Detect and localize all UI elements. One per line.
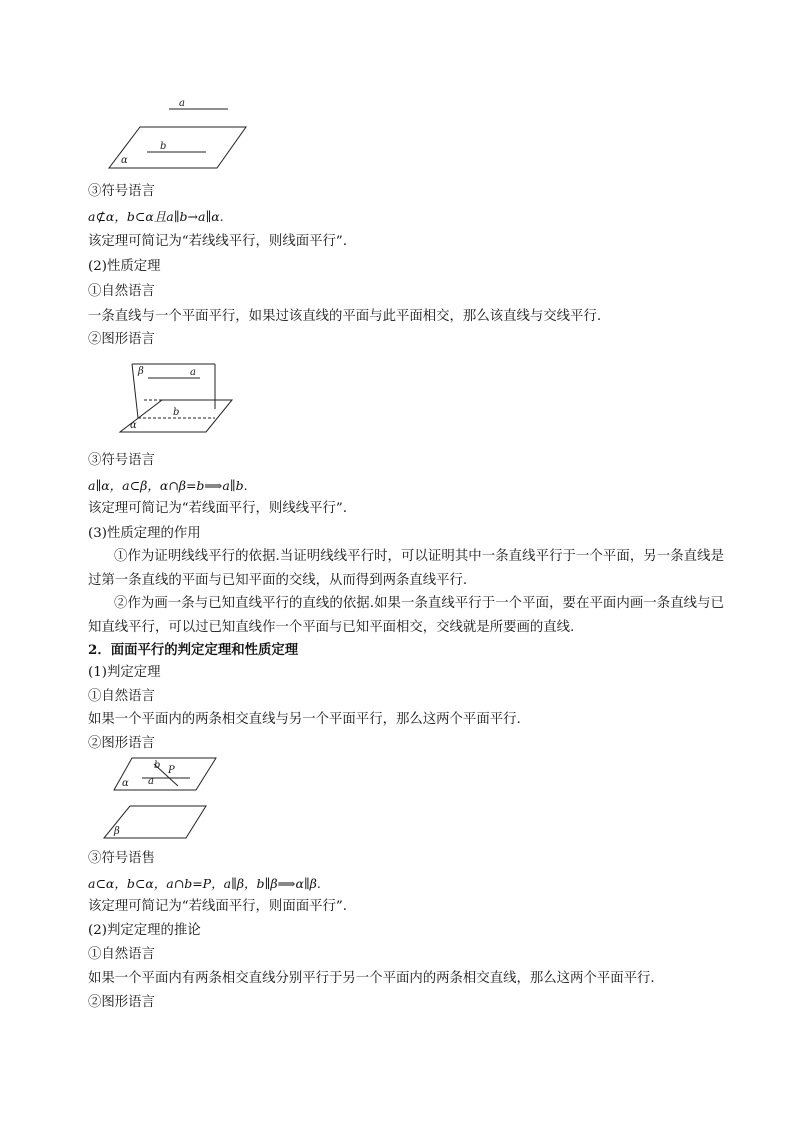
label-alpha: α (130, 420, 137, 431)
heading-corollary: (2)判定定理的推论 (88, 923, 201, 938)
usage-paragraph-1: ①作为证明线线平行的依据.当证明线线平行时，可以证明其中一条直线平行于一个平面，另一条直线是过第一条直线的平面与已知平面的交线，从而得到两条直线平行. (88, 549, 724, 588)
label-a: a (179, 98, 185, 109)
heading-graphic-language-3: ②图形语言 (88, 736, 155, 751)
label-a: a (190, 367, 196, 378)
section-heading-plane-parallel: 2．面面平行的判定定理和性质定理 (88, 642, 299, 658)
label-beta: β (114, 826, 120, 837)
heading-symbol-language-2: ③符号语言 (88, 453, 155, 468)
corollary-statement: 如果一个平面内有两条相交直线分别平行于另一个平面内的两条相交直线，那么这两个平面平行. (88, 971, 655, 986)
label-a: a (148, 776, 154, 787)
figure-plane-intersection (118, 360, 238, 436)
theorem-summary-3: 该定理可简记为“若线面平行，则面面平行”. (88, 899, 347, 914)
formula-property: a∥α，a⊂β，α∩β=b⟹a∥b. (88, 478, 248, 493)
label-b: b (173, 407, 180, 418)
label-alpha: α (122, 778, 129, 789)
heading-graphic-language-4: ②图形语言 (88, 995, 155, 1010)
label-b: b (160, 141, 167, 152)
heading-graphic-language: ②图形语言 (88, 332, 155, 347)
label-beta: β (138, 366, 144, 377)
heading-symbol-language: ③符号语言 (88, 184, 155, 199)
label-b: b (154, 760, 161, 771)
heading-natural-language-4: ①自然语言 (88, 947, 155, 962)
label-alpha: α (121, 155, 128, 166)
heading-property-theorem: (2)性质定理 (88, 259, 161, 274)
property-statement: 一条直线与一个平面平行，如果过该直线的平面与此平面相交，那么该直线与交线平行. (88, 309, 602, 324)
theorem-summary-2: 该定理可简记为“若线面平行，则线线平行”. (88, 501, 347, 516)
heading-property-usage: (3)性质定理的作用 (88, 526, 201, 541)
label-P: P (168, 765, 175, 776)
heading-natural-language-3: ①自然语言 (88, 689, 155, 704)
heading-natural-language: ①自然语言 (88, 284, 155, 299)
formula-judgement: a⊄α，b⊂α且a∥b→a∥α. (88, 209, 224, 224)
heading-symbol-language-3: ③符号语售 (88, 851, 155, 866)
figure-line-plane-parallel (105, 96, 255, 172)
heading-judgement-theorem: (1)判定定理 (88, 665, 161, 680)
plane-parallel-statement: 如果一个平面内的两条相交直线与另一个平面平行，那么这两个平面平行. (88, 712, 521, 727)
theorem-summary: 该定理可简记为“若线线平行，则线面平行”. (88, 234, 347, 249)
figure-two-parallel-planes (102, 756, 220, 842)
usage-paragraph-2: ②作为画一条与已知直线平行的直线的依据.如果一条直线平行于一个平面，要在平面内画一条直线与已知直线平行，可以过已知直线作一个平面与已知平面相交，交线就是所要画的直线. (88, 596, 724, 635)
formula-plane-parallel: a⊂α，b⊂α，a∩b=P，a∥β，b∥β⟹α∥β. (88, 876, 321, 891)
plane-alpha (109, 127, 246, 168)
